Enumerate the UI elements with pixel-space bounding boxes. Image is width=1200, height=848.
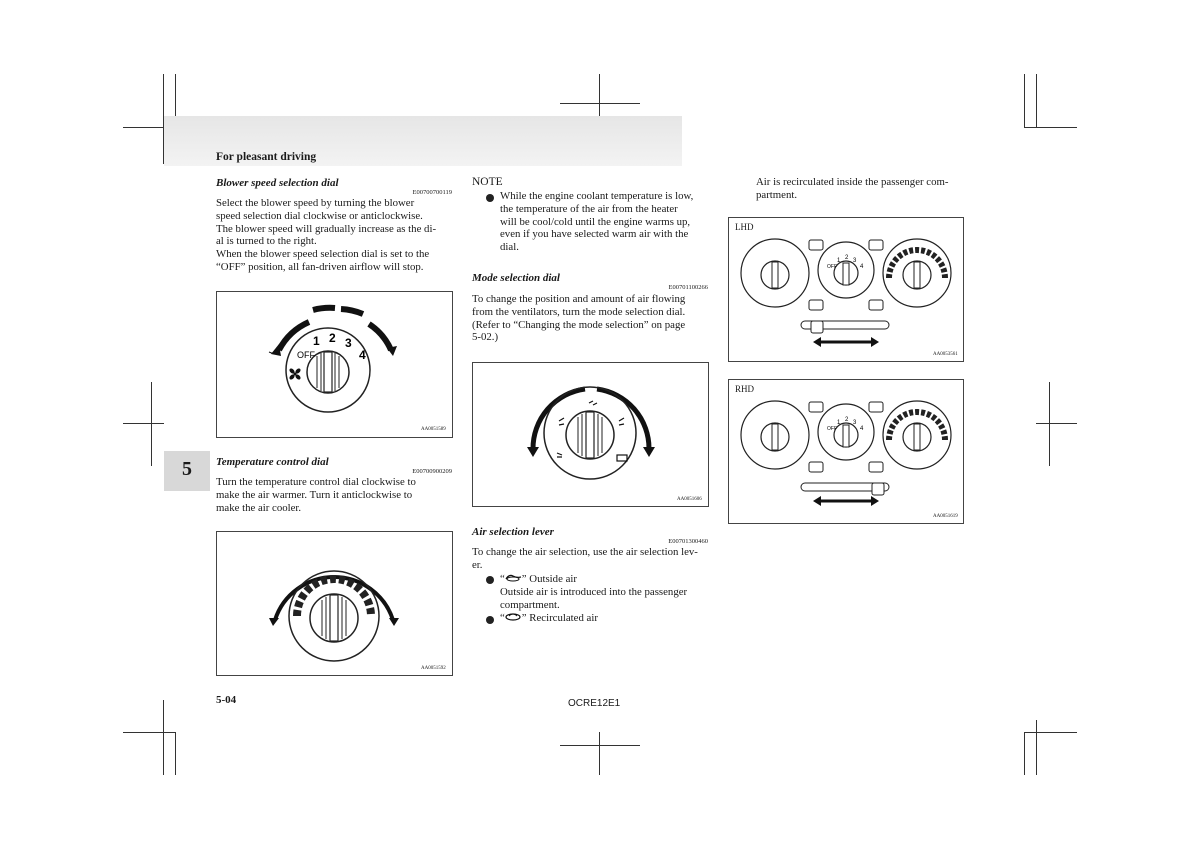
blower-title: Blower speed selection dial (216, 177, 339, 189)
rhd-label-2: 2 (845, 417, 849, 423)
rhd-figure-code: AA0051619 (933, 514, 958, 519)
page-number: 5-04 (216, 694, 237, 706)
ac-button-icon (809, 240, 823, 250)
air-text: To change the air selection, use the air selection lev- er. (472, 546, 698, 571)
mode-text: To change the position and amount of air flowing from the ventilators, turn the mode selection dial. (Refer to “Changing the mode selection” on page 5-02.) (472, 293, 686, 344)
blower-code: E00700700119 (412, 189, 452, 196)
recirculated-air-item (500, 612, 708, 625)
temperature-text: Turn the temperature control dial clockwise to make the air warmer. Turn it anticlockwise to make the air cooler. (216, 476, 416, 514)
lhd-label-1: 1 (837, 258, 841, 264)
outside-air-button-icon (809, 462, 823, 472)
blower-label-3: 3 (345, 336, 352, 350)
outside-air-bullet (486, 576, 494, 584)
mode-figure-code: AA0051606 (677, 497, 702, 502)
air-title: Air selection lever (472, 526, 554, 538)
lhd-label-4: 4 (860, 264, 864, 270)
blower-figure-code: AA0051589 (421, 427, 446, 432)
temperature-dial-figure (216, 531, 453, 676)
recirc-button-icon (869, 300, 883, 310)
blower-label-off: OFF (297, 350, 315, 360)
blower-text: Select the blower speed by turning the blower speed selection dial clockwise or anticlockwise. The blower speed will gradually increase as the di- al is turned to the right. When the blower speed selection dial is set to the “OFF” position, all fan-driven airflow will stop. (216, 197, 437, 273)
rhd-label-3: 3 (853, 420, 857, 426)
mode-title: Mode selection dial (472, 272, 560, 284)
defog-button-icon (869, 402, 883, 412)
temperature-dial-illustration (217, 532, 452, 675)
recirculated-air-label: ” Recirculated air (521, 612, 598, 624)
rhd-label: RHD (735, 384, 755, 394)
outside-air-item: “ ” Outside air Outside air is introduced into the passenger compartment. (500, 573, 688, 611)
chapter-number: 5 (182, 458, 192, 480)
rhd-panel-illustration (729, 380, 963, 523)
blower-label-4: 4 (359, 348, 366, 362)
lhd-label-off: OFF (827, 264, 837, 270)
lhd-label-2: 2 (845, 255, 849, 261)
recirc-button-icon (869, 462, 883, 472)
section-header: For pleasant driving (216, 151, 317, 163)
lhd-panel-figure (728, 217, 964, 362)
recirculated-air-open-quote: “ (500, 612, 505, 624)
outside-air-label: ” Outside air (521, 573, 577, 585)
mode-dial-illustration (473, 363, 708, 506)
air-code: E00701300460 (668, 538, 708, 545)
lhd-panel-illustration (729, 218, 963, 361)
rhd-label-off: OFF (827, 426, 837, 432)
lhd-figure-code: AA0053561 (933, 352, 958, 357)
document-code: OCRE12E1 (568, 698, 621, 709)
blower-dial-illustration (217, 292, 452, 437)
fan-icon (288, 367, 301, 380)
temperature-title: Temperature control dial (216, 456, 329, 468)
temperature-figure-code: AA0051592 (421, 666, 446, 671)
blower-label-2: 2 (329, 331, 336, 345)
recirculated-air-icon (505, 612, 522, 621)
temperature-code: E00700900209 (412, 468, 452, 475)
outside-air-button-icon (809, 300, 823, 310)
rhd-panel-figure (728, 379, 964, 524)
blower-dial-figure (216, 291, 453, 438)
lever-knob (811, 321, 823, 333)
recirculated-description: Air is recirculated inside the passenger com- partment. (756, 176, 949, 201)
rhd-label-4: 4 (860, 426, 864, 432)
outside-air-open-quote: “ (500, 573, 505, 585)
defog-button-icon (869, 240, 883, 250)
mode-dial-figure (472, 362, 709, 507)
lhd-label-3: 3 (853, 258, 857, 264)
ac-button-icon (809, 402, 823, 412)
note-text: While the engine coolant temperature is low, the temperature of the air from the heater will be cool/cold until the engine warms up, even if you have selected warm air with the dial. (500, 190, 694, 254)
lever-knob (872, 483, 884, 495)
note-heading: NOTE (472, 176, 503, 188)
outside-air-icon (505, 573, 522, 582)
blower-label-1: 1 (313, 334, 320, 348)
mode-code: E00701100266 (668, 284, 708, 291)
recirculated-air-bullet (486, 616, 494, 624)
rhd-label-1: 1 (837, 420, 841, 426)
lhd-label: LHD (735, 222, 754, 232)
note-bullet (486, 194, 494, 202)
